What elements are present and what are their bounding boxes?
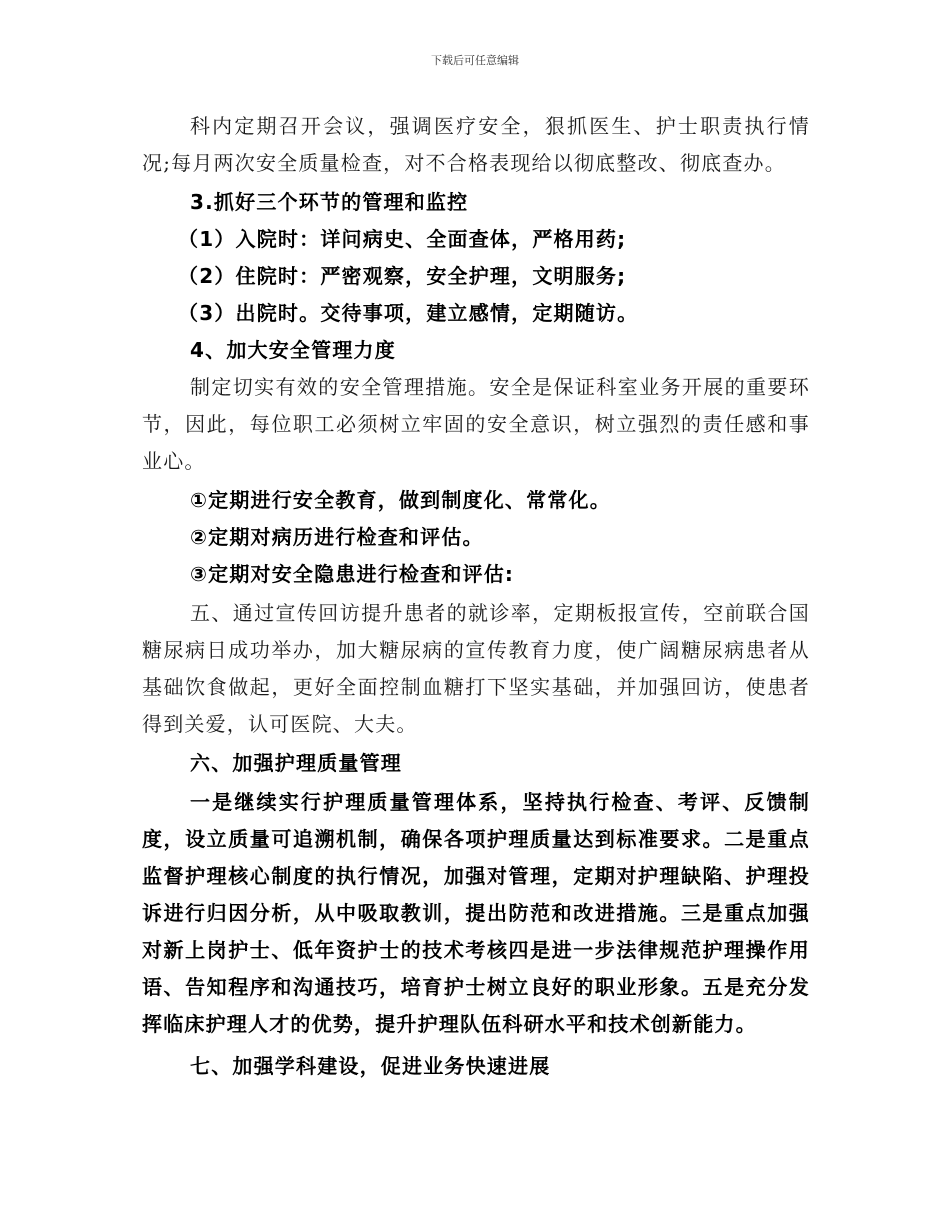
heading-three-links: 3.抓好三个环节的管理和监控 (190, 190, 469, 214)
list-item-discharge: （3）出院时。交待事项，建立感情，定期随访。 (178, 301, 639, 325)
list-item-hazard-review: ③定期对安全隐患进行检查和评估: (190, 562, 515, 586)
paragraph-follow-up: 五、通过宣传回访提升患者的就诊率，定期板报宣传，空前联合国糖尿病日成功举办，加大糖尿病的宣传教育力度，使广阔糖尿病患者从基础饮食做起，更好全面控制血糖打下坚实基础，并加强回访，使患者得到关爱，认可医院、大夫。 (142, 601, 810, 736)
list-item-admission: （1）入院时：详问病史、全面查体，严格用药; (178, 227, 627, 251)
paragraph-safety-measures: 制定切实有效的安全管理措施。安全是保证科室业务开展的重要环节，因此，每位职工必须树立牢固的安全意识，树立强烈的责任感和事业心。 (142, 375, 810, 473)
paragraph-meeting: 科内定期召开会议，强调医疗安全，狠抓医生、护士职责执行情况;每月两次安全质量检查，对不合格表现给以彻底整改、彻底查办。 (142, 114, 810, 175)
heading-discipline-building: 七、加强学科建设，促进业务快速进展 (190, 1054, 551, 1078)
list-item-inpatient: （2）住院时：严密观察，安全护理，文明服务; (178, 264, 627, 288)
list-item-record-review: ②定期对病历进行检查和评估。 (190, 525, 484, 549)
heading-safety-management: 4、加大安全管理力度 (190, 338, 396, 362)
heading-nursing-quality: 六、加强护理质量管理 (190, 751, 402, 775)
document-body (142, 108, 810, 1085)
page-header-note: 下载后可任意编辑 (431, 54, 519, 67)
list-item-safety-education: ①定期进行安全教育，做到制度化、常常化。 (190, 488, 611, 512)
paragraph-nursing-quality: 一是继续实行护理质量管理体系，坚持执行检查、考评、反馈制度，设立质量可追溯机制，确保各项护理质量达到标准要求。二是重点监督护理核心制度的执行情况，加强对管理，定期对护理缺陷、护理投诉进行归因分析，从中吸取教训，提出防范和改进措施。三是重点加强对新上岗护士、低年资护士的技术考核四是进一步法律规范护理操作用语、告知程序和沟通技巧，培育护士树立良好的职业形象。五是充分发挥临床护理人才的优势，提升护理队伍科研水平和技术创新能力。 (142, 790, 810, 1036)
